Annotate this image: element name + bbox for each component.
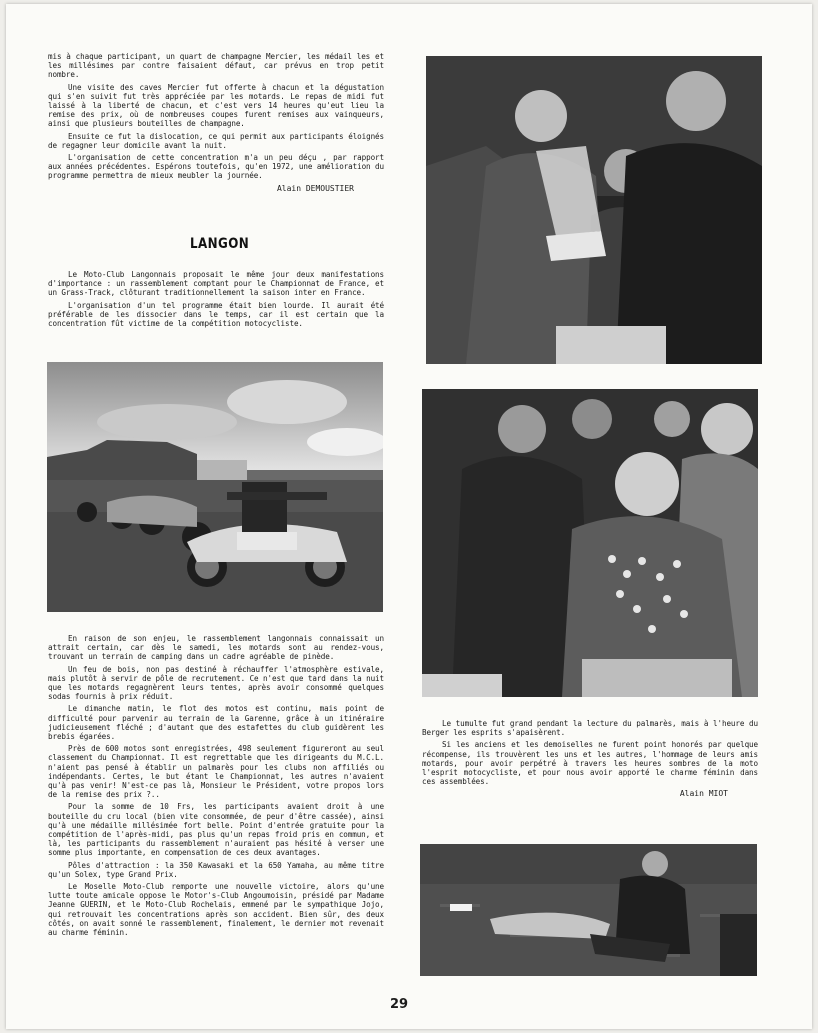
langon-right-text: [422, 719, 758, 798]
photo-riders-resting: [420, 844, 757, 976]
paragraph: Le Moselle Moto-Club remporte une nouvelle victoire, alors qu'une lutte toute amicale oppose le Motor's-Club Angoumoisin, présidé par Madame Jeanne GUERIN, et le Moto-Club Rochelais, emmené par le sympathique Jojo, qui retrouvait les concentrations après son accident. Bien sûr, des deux côtés, on avait sonné le rassemblement, finalement, le dernier mot revenait au charme féminin.: [48, 882, 384, 938]
langon-intro: [48, 270, 384, 331]
photo-trophy-presentation: [426, 56, 762, 364]
photo-motorcycles-field: [47, 362, 383, 612]
paragraph: Ensuite ce fut la dislocation, ce qui permit aux participants éloignés de regagner leur domicile avant la nuit.: [48, 131, 384, 150]
paragraph: Le dimanche matin, le flot des motos est continu, mais point de difficulté pour parvenir au terrain de la Garenne, grâce à un itinéraire judicieusement fléché ; d'autant que des estafettes du club guidèrent les brebis égarées.: [48, 704, 384, 742]
paragraph: L'organisation de cette concentration m'a un peu déçu , par rapport aux années précédentes. Espérons toutefois, qu'en 1972, une amélioration du programme permettra de mieux meubler la journée.: [48, 153, 384, 181]
langon-body: [48, 634, 384, 940]
author-signature: Alain MIOT: [679, 789, 728, 799]
paragraph: Un feu de bois, non pas destiné à réchauffer l'atmosphère estivale, mais plutôt à servir de pôle de recrutement. Ce n'est que tard dans la nuit que les motards regagnèrent leurs tentes, après avoir consommé quelques sodas fournis à prix réduit.: [48, 664, 384, 702]
paragraph: mis à chaque participant, un quart de champagne Mercier, les médail les et les millésimes par contre faisaient défaut, car prévus en trop petit nombre.: [48, 52, 384, 80]
paragraph: Une visite des caves Mercier fut offerte à chacun et la dégustation qui s'en suivit fut très appréciée par les motards. Le repas de midi fut laissé à la liberté de chacun, et c'est vers 14 heures qu'eut lieu la remise des prix, où de nombreuses coupes furent remises aux vainqueurs, ainsi que plusieurs bouteilles de champagne.: [48, 82, 384, 129]
paragraph: L'organisation d'un tel programme était bien lourde. Il aurait été préférable de les dissocier dans le temps, car il est certain que la concentration fût victime de la compétition motocycliste.: [48, 300, 384, 329]
paragraph: Si les anciens et les demoiselles ne furent point honorés par quelque récompense, ils trouvèrent les uns et les autres, l'hommage de leurs amis motards, pour avoir perpétré à travers les heures sombres de la moto l'esprit motocycliste, et pour nous avoir apporté le charme féminin dans ces assemblées.: [422, 740, 758, 787]
section-heading: LANGON: [190, 236, 250, 252]
paragraph: Près de 600 motos sont enregistrées, 498 seulement figureront au seul classement du Championnat. Il est regrettable que les dirigeants du M.C.L. n'aient pas pensé à établir un palmarès pour les clubs non affiliés ou indépendants. Certes, le but étant le Championnat, les autres n'avaient qu'à pas venir! N'est-ce pas là, Monsieur le Président, votre propos lors de la remise des prix ?..: [48, 744, 384, 800]
paragraph: Pour la somme de 10 Frs, les participants avaient droit à une bouteille du cru local (bien vite consommée, de peur d'être cassée), ainsi qu'à une médaille millésimée fort belle. Point d'entrée gratuite pour la compétition de l'après-midi, pas plus qu'un repas froid pris en commun, et là, les participants du rassemblement n'auraient pas hésité à verser une somme plus importante, en compensation de ces deux avantages.: [48, 802, 384, 858]
page-number: 29: [390, 997, 409, 1012]
article-top: [48, 52, 384, 193]
paragraph: En raison de son enjeu, le rassemblement langonnais connaissait un attrait certain, car dès le samedi, les motards sont au rendez-vous, trouvant un terrain de camping dans un cadre agréable de pinède.: [48, 634, 384, 662]
author-signature: Alain DEMOUSTIER: [276, 183, 354, 193]
paragraph: Pôles d'attraction : la 350 Kawasaki et la 650 Yamaha, au même titre qu'un Solex, type Grand Prix.: [48, 860, 384, 879]
paragraph: Le Moto-Club Langonnais proposait le même jour deux manifestations d'importance : un rassemblement comptant pour le Championnat de France, et un Grass-Track, clôturant traditionnellement la saison inter en France.: [48, 270, 384, 298]
paragraph: Le tumulte fut grand pendant la lecture du palmarès, mais à l'heure du Berger les esprits s'apaisèrent.: [422, 719, 758, 738]
photo-veteran-riders: [422, 389, 758, 697]
